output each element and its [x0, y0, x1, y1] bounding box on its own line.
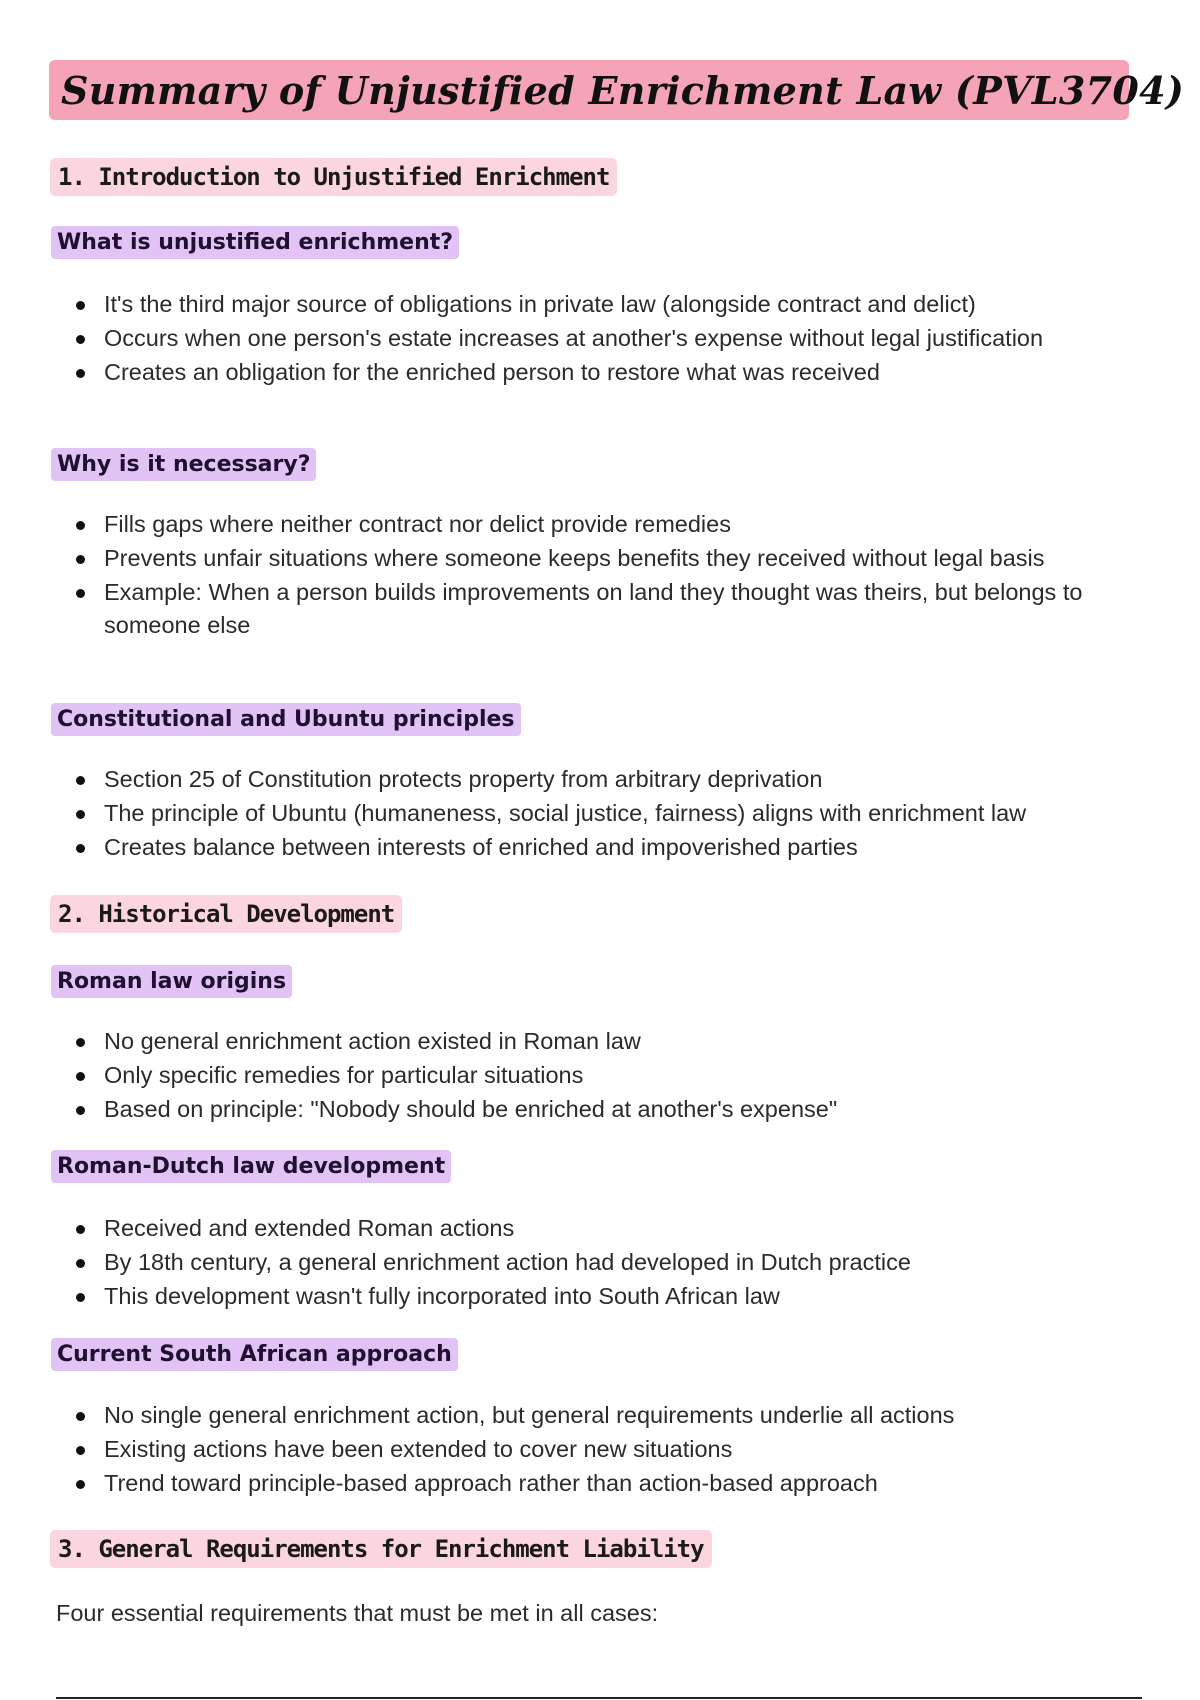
list-item: Creates an obligation for the enriched person to restore what was received — [72, 356, 1132, 389]
subheading-roman-law — [51, 965, 292, 998]
subheading-text: Roman law origins — [57, 969, 287, 994]
bullet-dot-icon — [76, 1446, 85, 1455]
list-item: No single general enrichment action, but general requirements underlie all actions — [72, 1399, 1132, 1432]
list-item: Prevents unfair situations where someone keeps benefits they received without legal basis — [72, 542, 1132, 575]
bullet-list-what-is — [72, 288, 1132, 390]
section-heading-historical — [50, 895, 402, 933]
bottom-divider — [56, 1697, 1142, 1699]
subheading-text: Why is it necessary? — [57, 452, 311, 477]
list-item: Occurs when one person's estate increases at another's expense without legal justification — [72, 322, 1132, 355]
list-item: Section 25 of Constitution protects property from arbitrary deprivation — [72, 763, 1192, 796]
bullet-dot-icon — [76, 335, 85, 344]
subheading-roman-dutch — [51, 1150, 451, 1183]
list-item: Only specific remedies for particular situations — [72, 1059, 1132, 1092]
bullet-dot-icon — [76, 1480, 85, 1489]
section-heading-text: 1. Introduction to Unjustified Enrichment — [58, 163, 610, 191]
subheading-what-is — [51, 226, 459, 259]
bullet-dot-icon — [76, 1293, 85, 1302]
bullet-dot-icon — [76, 589, 85, 598]
subheading-text: Constitutional and Ubuntu principles — [57, 707, 515, 732]
bullet-list-roman-dutch — [72, 1212, 1132, 1314]
bullet-list-current-approach — [72, 1399, 1132, 1501]
bullet-dot-icon — [76, 1412, 85, 1421]
list-item: Trend toward principle-based approach rather than action-based approach — [72, 1467, 1132, 1500]
bullet-dot-icon — [76, 555, 85, 564]
list-item: Existing actions have been extended to cover new situations — [72, 1433, 1132, 1466]
list-item: This development wasn't fully incorporated into South African law — [72, 1280, 1132, 1313]
subheading-current-approach — [51, 1338, 458, 1371]
list-item: Creates balance between interests of enriched and impoverished parties — [72, 831, 1192, 864]
list-item: It's the third major source of obligations in private law (alongside contract and delict) — [72, 288, 1132, 321]
subheading-text: Roman-Dutch law development — [57, 1154, 446, 1179]
list-item: By 18th century, a general enrichment action had developed in Dutch practice — [72, 1246, 1132, 1279]
bullet-dot-icon — [76, 1106, 85, 1115]
subheading-text: Current South African approach — [57, 1342, 452, 1367]
section-heading-text: 3. General Requirements for Enrichment Liability — [58, 1535, 704, 1563]
title-banner — [49, 60, 1185, 120]
subheading-why-necessary — [51, 448, 316, 481]
bullet-list-constitutional — [72, 763, 1192, 865]
bullet-dot-icon — [76, 1259, 85, 1268]
bullet-dot-icon — [76, 301, 85, 310]
list-item: The principle of Ubuntu (humaneness, social justice, fairness) aligns with enrichment law — [72, 797, 1192, 830]
bullet-dot-icon — [76, 844, 85, 853]
bullet-dot-icon — [76, 810, 85, 819]
subheading-constitutional — [51, 703, 521, 736]
subheading-text: What is unjustified enrichment? — [57, 230, 454, 255]
list-item: Based on principle: "Nobody should be enriched at another's expense" — [72, 1093, 1132, 1126]
list-item: Example: When a person builds improvements on land they thought was theirs, but belongs to someone else — [72, 576, 1132, 642]
bullet-dot-icon — [76, 1225, 85, 1234]
page-title: Summary of Unjustified Enrichment Law (PVL3704) — [61, 67, 1185, 113]
bullet-dot-icon — [76, 776, 85, 785]
list-item: Received and extended Roman actions — [72, 1212, 1132, 1245]
bullet-list-why-necessary — [72, 508, 1132, 643]
list-item: No general enrichment action existed in Roman law — [72, 1025, 1132, 1058]
section-heading-text: 2. Historical Development — [58, 900, 395, 928]
list-item: Fills gaps where neither contract nor delict provide remedies — [72, 508, 1132, 541]
requirements-intro: Four essential requirements that must be met in all cases: — [56, 1600, 659, 1626]
bullet-dot-icon — [76, 1072, 85, 1081]
section-heading-requirements — [50, 1530, 712, 1568]
bullet-list-roman-law — [72, 1025, 1132, 1127]
bullet-dot-icon — [76, 369, 85, 378]
bullet-dot-icon — [76, 1038, 85, 1047]
section-heading-introduction — [50, 158, 617, 196]
bullet-dot-icon — [76, 521, 85, 530]
